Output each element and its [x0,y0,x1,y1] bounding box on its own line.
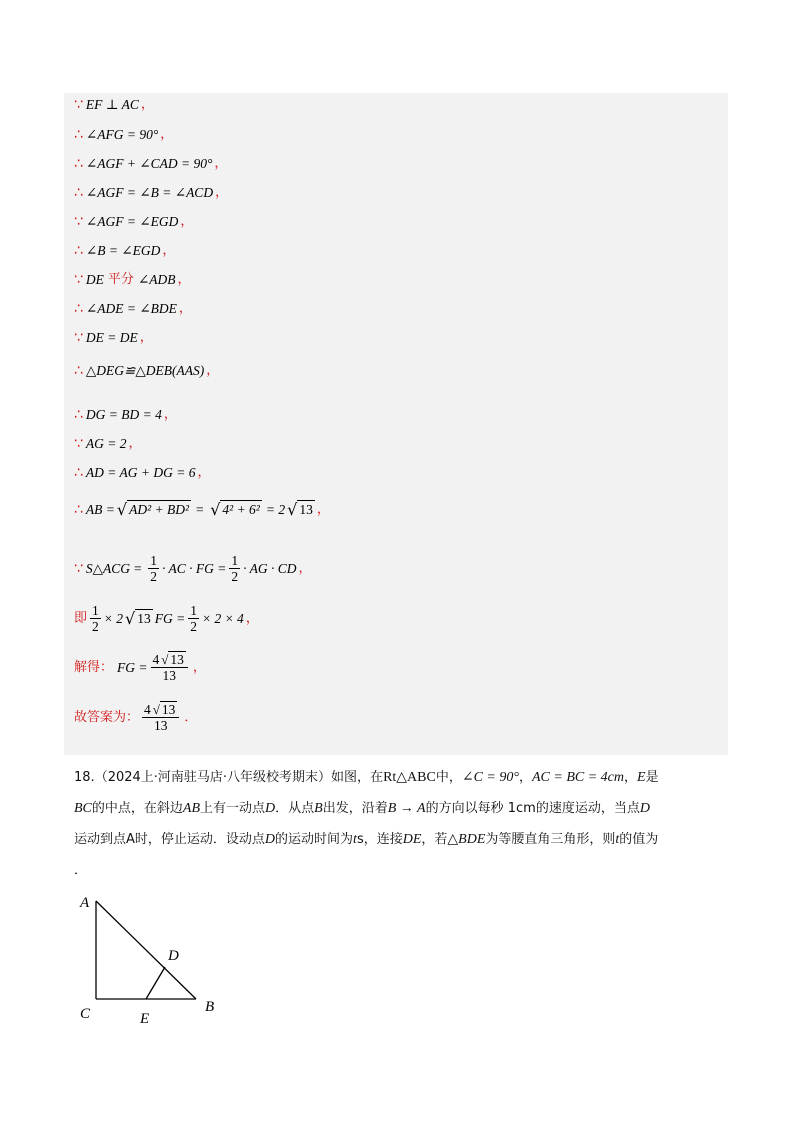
condition-angle: ∠C = 90° [461,770,519,785]
therefore-symbol: ∴ [74,243,83,259]
because-symbol: ∵ [74,560,83,577]
direction: B → A [387,801,426,816]
therefore-symbol: ∴ [74,501,83,518]
condition-sides: AC = BC = 4cm [532,770,624,785]
line-end: ， [298,560,312,576]
line-end: ， [215,185,229,200]
math-expression: FG = [117,659,148,675]
fraction: $\frac{1}{2}$ [92,603,99,634]
fraction: $\frac{1}{2}$ [231,553,239,584]
side-ab [96,901,196,999]
fraction: $\frac{1}{2}$ [190,603,197,634]
therefore-symbol: ∴ [74,301,83,317]
math-expression: ∠AGF = ∠B = ∠ACD [85,185,214,200]
because-symbol: ∵ [74,97,83,113]
math-expression: ∠B = ∠EGD [85,243,161,258]
therefore-symbol: ∴ [74,127,83,143]
line-end: ， [178,301,192,316]
math-expression: DE = DE [85,330,138,345]
therefore-symbol: ∴ [74,363,83,379]
math-expression: = 2 [265,501,286,517]
label-e: E [140,1011,150,1027]
fraction: $\frac{4 √ 13}{13}$ [142,702,179,733]
math-expression: △DEG≌△DEB(AAS) [85,363,205,378]
radicand: 13 [299,502,313,517]
label-c: C [80,1006,91,1022]
therefore-symbol: ∴ [74,407,83,423]
line-end: ， [160,127,174,142]
question-18: 18.（2024上·河南驻马店·八年级校考期末）如图，在Rt△ABC中，∠C = 90°，AC = BC = 4cm，E是 BC的中点，在斜边AB上有一动点D．从点B出发，沿着B → A的方向以每秒 1cm的速度运动，当点D 运动到点A时，停止运动．设动点D的运动时间为ts，连接DE，若△BDE为等腰直角三角形，则t的值为 ． [74,770,659,878]
fraction: $\frac{4 √ 13}{13}$ [151,652,188,683]
fraction: $\frac{1}{2}$ [150,553,157,584]
math-expression: DG = BD = 4 [85,407,162,422]
namely-text: 即 [74,610,88,626]
line-end: ． [184,709,198,725]
line-end: ， [180,214,194,229]
line-end: ， [140,97,154,112]
radical-sign: √ [210,499,221,519]
math-expression: ∠AGF + ∠CAD = 90° [85,156,213,171]
radical-sign: √ [125,608,136,628]
radicand: AD² + BD² [129,502,190,517]
line-end: ， [197,465,211,480]
math-expression: ∠ADB [137,272,176,287]
line-end: ， [177,272,191,287]
line-end: ， [245,610,259,626]
line-end: ， [192,659,206,675]
label-a: A [80,895,90,911]
radicand: 13 [137,611,151,626]
bisect-text: 平分 [107,272,134,287]
math-expression: AD = AG + DG = 6 [85,465,196,480]
math-expression: AG = 2 [85,436,127,451]
area-symbol: S [85,560,93,576]
math-expression: × 2 [103,610,124,626]
math-expression: AB = [85,501,115,517]
math-expression: · AC · FG = [161,560,227,576]
radicand: 4² + 6² [222,502,260,517]
line-end: ， [139,330,153,345]
math-expression: · AG · CD [243,560,297,576]
line-end: ， [316,501,330,517]
math-expression: ∠AFG = 90° [85,127,159,142]
therefore-symbol: ∴ [74,156,83,172]
therefore-symbol: ∴ [74,465,83,481]
because-symbol: ∵ [74,436,83,452]
solve-text: 解得： [74,659,114,675]
math-expression: FG = [154,610,186,626]
rt-triangle: Rt△ABC [383,770,436,785]
therefore-symbol: ∴ [74,185,83,201]
label-d: D [168,948,179,964]
math-expression: ∠ADE = ∠BDE [85,301,177,316]
radical-sign: √ [116,499,128,519]
radical-sign: √ [287,499,298,519]
because-symbol: ∵ [74,330,83,346]
math-expression: × 2 × 4 [201,610,244,626]
equals: = [195,501,205,517]
line-end: ， [128,436,142,451]
question-source: （2024上·河南驻马店·八年级校考期末） [94,770,332,785]
math-expression: EF ⊥ AC [85,97,139,112]
because-symbol: ∵ [74,272,83,288]
math-expression: ∠AGF = ∠EGD [85,214,179,229]
line-end: ， [162,243,176,258]
answer-text: 故答案为： [74,709,140,725]
line-end: ， [206,363,220,378]
segment-de [146,967,165,999]
line-end: ， [214,156,228,171]
label-b: B [205,999,215,1015]
math-expression: DE [85,272,104,287]
line-end: ， [163,407,177,422]
equals: = [133,560,143,576]
question-number: 18. [74,770,95,785]
area-subscript: △ACG [92,560,131,576]
because-symbol: ∵ [74,214,83,230]
